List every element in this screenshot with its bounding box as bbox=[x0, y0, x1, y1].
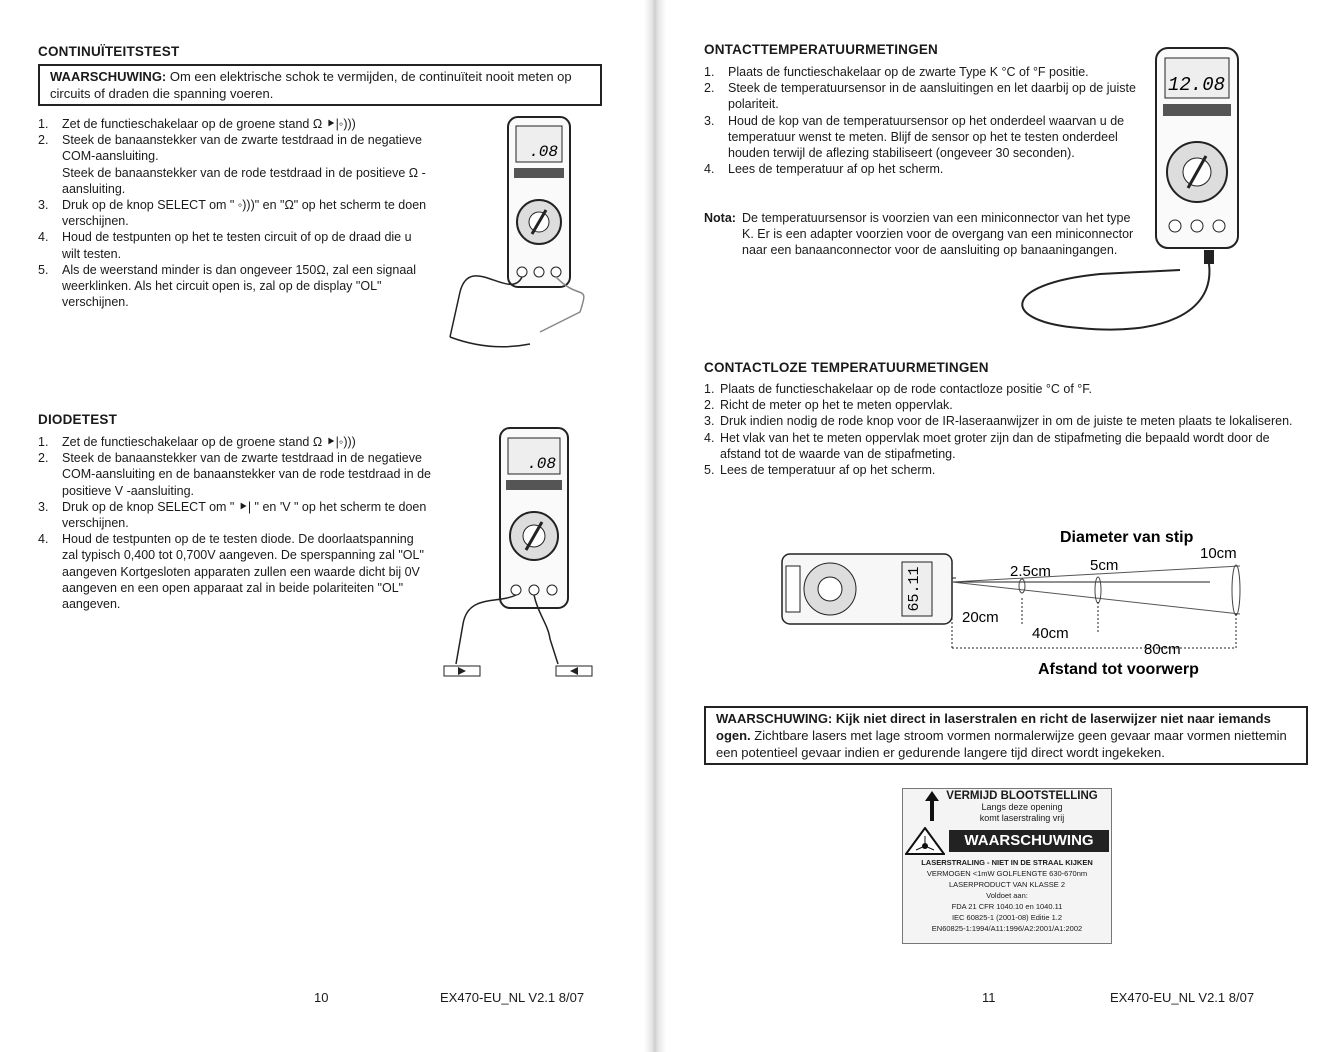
exposure-sub: komt laserstraling vrij bbox=[979, 813, 1065, 823]
left-footer-code: EX470-EU_NL V2.1 8/07 bbox=[440, 990, 585, 1005]
list-item: 5. Lees de temperatuur af op het scherm. bbox=[704, 463, 936, 478]
spot-diameter-diagram bbox=[770, 522, 1310, 682]
noncontact-temp-title: CONTACTLOZE TEMPERATUURMETINGEN bbox=[704, 360, 989, 375]
laser-warning-banner: WAARSCHUWING bbox=[949, 830, 1109, 852]
list-item: 4. Lees de temperatuur af op het scherm. bbox=[704, 162, 944, 177]
meter-display-value: .08 bbox=[529, 143, 558, 161]
spot-size-label: 10cm bbox=[1200, 545, 1237, 562]
list-item: 3. Houd de kop van de temperatuursensor op het onderdeel waarvan u de temperatuur wenst te meten. Blijf de sensor op het te testen onderdeel houden terwijl de aflezing stabiliseert (ongeveer 30 seconden). bbox=[704, 113, 1125, 161]
diode-title: DIODETEST bbox=[38, 412, 118, 427]
laser-label-line: LASERSTRALING - NIET IN DE STRAAL KIJKEN bbox=[921, 858, 1093, 867]
continuity-warning-box bbox=[38, 64, 602, 106]
distance-title: Afstand tot voorwerp bbox=[1038, 661, 1199, 678]
list-item: 3. Druk op de knop SELECT om " ⯈| " en 'V " op het scherm te doen verschijnen. bbox=[38, 499, 427, 531]
noncontact-temp-steps bbox=[704, 381, 1304, 478]
spot-size-label: 5cm bbox=[1090, 557, 1119, 574]
distance-label: 40cm bbox=[1032, 625, 1069, 642]
right-page bbox=[660, 0, 1337, 1052]
list-item: 2. Steek de banaanstekker van de zwarte testdraad in de negatieve COM-aansluiting en de banaanstekker van de rode testdraad in de positieve V -aansluiting. bbox=[38, 451, 431, 498]
multimeter-illustration-continuity bbox=[440, 112, 600, 357]
continuity-title: CONTINUÏTEITSTEST bbox=[38, 44, 180, 59]
spot-diameter-title: Diameter van stip bbox=[1060, 529, 1194, 546]
list-item: 3. Druk op de knop SELECT om " ◦)))" en "Ω" op het scherm te doen verschijnen. bbox=[38, 198, 427, 229]
continuity-warning-text: Om een elektrische schok te vermijden, de continuïteit nooit meten op circuits of draden die spanning voeren. bbox=[50, 69, 572, 101]
left-page-number: 10 bbox=[314, 990, 329, 1005]
list-item: 4. Houd de testpunten op de te testen diode. De doorlaatspanning zal typisch 0,400 tot 0,700V aangeven. De sperspanning zal "OL" aangeven Kortgesloten apparaten zullen een waarde dicht bij 0V aangeven en een open apparaat zal in beide polariteiten "OL" aangeven. bbox=[38, 532, 424, 612]
laser-label-line: LASERPRODUCT VAN KLASSE 2 bbox=[948, 880, 1065, 889]
list-item: 4. Het vlak van het te meten oppervlak moet groter zijn dan de stipafmeting die bepaald wordt door de afstand tot de waarde van de stipafmeting. bbox=[704, 430, 1270, 461]
continuity-warning-label: WAARSCHUWING: bbox=[50, 69, 167, 84]
diode-steps bbox=[38, 434, 433, 612]
distance-label: 80cm bbox=[1144, 641, 1181, 658]
laser-label-line: EN60825-1:1994/A11:1996/A2:2001/A1:2002 bbox=[931, 924, 1083, 933]
laser-hazard-icon bbox=[905, 827, 945, 855]
list-item: 5. Als de weerstand minder is dan ongeveer 150Ω, zal een signaal weerklinken. Als het circuit open is, zal op de display "OL" verschijnen. bbox=[38, 262, 417, 310]
meter-display-value: .08 bbox=[527, 455, 556, 473]
laser-warning-box bbox=[704, 706, 1308, 765]
spot-size-label: 2.5cm bbox=[1010, 563, 1051, 580]
continuity-steps bbox=[38, 116, 433, 310]
list-item: 3. Druk indien nodig de rode knop voor de IR-laseraanwijzer in om de juiste te meten plaats te lokaliseren. bbox=[704, 414, 1293, 429]
laser-warning-label: WAARSCHUWING: Kijk niet direct in laserstralen en richt de laserwijzer niet naar iemands ogen. bbox=[716, 711, 1271, 743]
laser-label-line: FDA 21 CFR 1040.10 en 1040.11 bbox=[951, 902, 1063, 911]
exposure-sub: Langs deze opening bbox=[981, 802, 1063, 812]
list-item: 1. Plaats de functieschakelaar op de rode contactloze positie °C of °F. bbox=[704, 382, 1093, 396]
meter-display-value: 12.08 bbox=[1167, 74, 1225, 96]
exposure-title: VERMIJD BLOOTSTELLING bbox=[946, 790, 1098, 802]
distance-label: 20cm bbox=[962, 609, 999, 626]
laser-label-line: Voldoet aan: bbox=[986, 891, 1028, 900]
multimeter-illustration-diode bbox=[438, 424, 608, 684]
right-page-number: 11 bbox=[982, 990, 996, 1005]
laser-label-line: IEC 60825-1 (2001-08) Editie 1.2 bbox=[951, 913, 1063, 922]
laser-warning-text: Zichtbare lasers met lage stroom vormen normalerwijze geen gevaar maar vormen niettemin een potentieel gevaar indien er gedurende langere tijd direct wordt ingekeken. bbox=[716, 728, 1287, 760]
laser-label-line: VERMOGEN <1mW GOLFLENGTE 630-670nm bbox=[926, 869, 1088, 878]
list-item: 1. Zet de functieschakelaar op de groene stand Ω ⯈|◦))) bbox=[38, 435, 356, 449]
note-label: Nota: bbox=[704, 211, 736, 225]
contact-temp-title: ONTACTTEMPERATUURMETINGEN bbox=[704, 42, 938, 57]
list-item: 1. Zet de functieschakelaar op de groene stand Ω ⯈|◦))) bbox=[38, 117, 356, 131]
arrow-up-icon bbox=[925, 791, 939, 821]
list-item: 4. Houd de testpunten op het te testen circuit of op de draad die u wilt testen. bbox=[38, 230, 412, 261]
left-page bbox=[0, 0, 648, 1052]
list-item: 2. Steek de banaanstekker van de zwarte testdraad in de negatieve COM-aansluiting. Steek de banaanstekker van de rode testdraad in de positieve Ω -aansluiting. bbox=[38, 133, 426, 196]
note-text: De temperatuursensor is voorzien van een miniconnector van het type K. Er is een adapter voorzien voor de overgang van een miniconnector naar een banaanconnector voor de aansluiting op banaaningangen. bbox=[742, 211, 1134, 258]
list-item: 2. Steek de temperatuursensor in de aansluitingen en let daarbij op de juiste polariteit. bbox=[704, 81, 1136, 112]
multimeter-illustration-temperature bbox=[1000, 44, 1240, 344]
list-item: 2. Richt de meter op het te meten oppervlak. bbox=[704, 398, 953, 413]
diagram-meter-display: 65.11 bbox=[906, 566, 923, 612]
right-footer-code: EX470-EU_NL V2.1 8/07 bbox=[1110, 990, 1255, 1005]
list-item: 1. Plaats de functieschakelaar op de zwarte Type K °C of °F positie. bbox=[704, 65, 1089, 79]
laser-class-label bbox=[902, 788, 1112, 944]
